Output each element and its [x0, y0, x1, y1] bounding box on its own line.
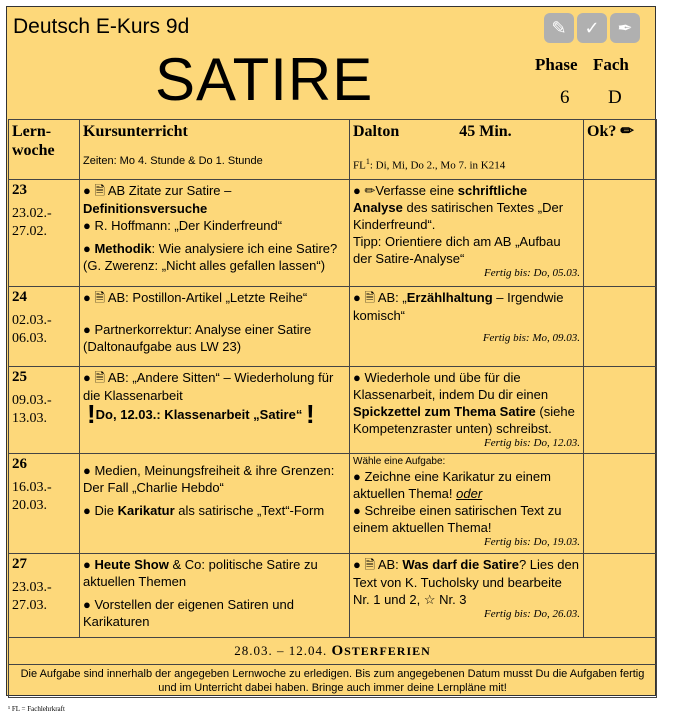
- course-name: Deutsch E-Kurs 9d: [13, 15, 190, 38]
- document-icon: 🗎: [94, 184, 105, 199]
- col-kursunterricht: Kursunterricht Zeiten: Mo 4. Stunde & Do 1. Stunde: [80, 120, 350, 180]
- instructions-row: Die Aufgabe sind innerhalb der angegeben Lernwoche zu erledigen. Bis zum angegebenen Datum musst Du die Aufgaben fertig und im Unterricht dabei haben. Bringe auch immer deine Lernpläne mit!: [9, 665, 657, 698]
- ok-cell[interactable]: [584, 554, 657, 638]
- col-ok: Ok? ✏: [584, 120, 657, 180]
- document-icon: 🗎: [94, 291, 105, 306]
- schedule-table: [8, 119, 657, 698]
- exclamation-icon: !: [305, 399, 315, 429]
- exclamation-icon: !: [87, 399, 96, 429]
- table-row: 24 02.03.- 06.03. ● 🗎 AB: Postillon-Artikel „Letzte Reihe“ ● Partnerkorrektur: Analyse einer Satire (Daltonaufgabe aus LW 23) ● 🗎 AB: „Erzählhaltung – Irgendwie komisch“ Fertig bis: Mo, 09.03.: [9, 287, 657, 367]
- table-row: 23 23.02.- 27.02. ● 🗎 AB Zitate zur Satire – Definitionsversuche ● R. Hoffmann: „Der Kinderfreund“ ● Methodik: Wie analysiere ich eine Satire? (G. Zwerenz: „Nicht alles gefallen lassen“) ● ✏Verfasse eine schriftliche Analyse des satirischen Textes „Der Kinderfreund“. Tipp: Orientiere dich am AB „Aufbau der Satire-Analyse“ Fertig bis: Do, 05.03.: [9, 180, 657, 287]
- fach-value: D: [608, 87, 622, 108]
- page-title: SATIRE: [155, 46, 374, 113]
- lernplan-sheet: [6, 6, 656, 696]
- holiday-row: 28.03. – 12.04. OSTERFERIEN: [9, 638, 657, 665]
- footnote: ¹ FL = Fachlehrkraft: [8, 705, 65, 713]
- pencil-check-icon: ✓: [577, 13, 607, 43]
- ok-cell[interactable]: [584, 454, 657, 554]
- document-icon: 🗎: [94, 371, 105, 386]
- table-row: 26 16.03.- 20.03. ● Medien, Meinungsfreiheit & ihre Grenzen: Der Fall „Charlie Hebdo“ ● Die Karikatur als satirische „Text“-Form Wähle eine Aufgabe: ● Zeichne eine Karikatur zu einem aktuellen Thema! oder ● Schreibe einen satirischen Text zu einem aktuellen Thema! Fertig bis: Do, 19.03.: [9, 454, 657, 554]
- col-lernwoche: Lern- woche: [9, 120, 80, 180]
- ok-cell[interactable]: [584, 367, 657, 454]
- document-icon: 🗎: [364, 291, 375, 306]
- table-row: 27 23.03.- 27.03. ● Heute Show & Co: politische Satire zu aktuellen Themen ● Vorstellen der eigenen Satiren und Karikaturen ● 🗎 AB: Was darf die Satire? Lies den Text von K. Tucholsky und bearbeite Nr. 1 und 2, ☆ Nr. 3 Fertig bis: Do, 26.03.: [9, 554, 657, 638]
- table-row: 25 09.03.- 13.03. ● 🗎 AB: „Andere Sitten“ – Wiederholung für die Klassenarbeit !Do, 12.03.: Klassenarbeit „Satire“ ! ● Wiederhole und übe für die Klassenarbeit, indem Du dir einen Spickzettel zum Thema Satire (siehe Kompetenzraster unten) schreibst. Fertig bis: Do, 12.03.: [9, 367, 657, 454]
- pen-icon: ✒: [610, 13, 640, 43]
- col-dalton: Dalton 45 Min. $FL^1$: Di, Mi, Do 2., Mo 7. in K214: [350, 120, 584, 180]
- icon-group: [544, 13, 640, 43]
- pencil-icon: ✏: [364, 183, 376, 198]
- table-header-row: [9, 120, 657, 180]
- document-icon: 🗎: [364, 558, 375, 573]
- pencil-icon: ✏: [620, 123, 634, 140]
- fach-label: Fach: [593, 55, 629, 74]
- pencil-icon: ✎: [544, 13, 574, 43]
- ok-cell[interactable]: [584, 180, 657, 287]
- phase-value: 6: [560, 87, 570, 108]
- ok-cell[interactable]: [584, 287, 657, 367]
- phase-label: Phase: [535, 55, 578, 74]
